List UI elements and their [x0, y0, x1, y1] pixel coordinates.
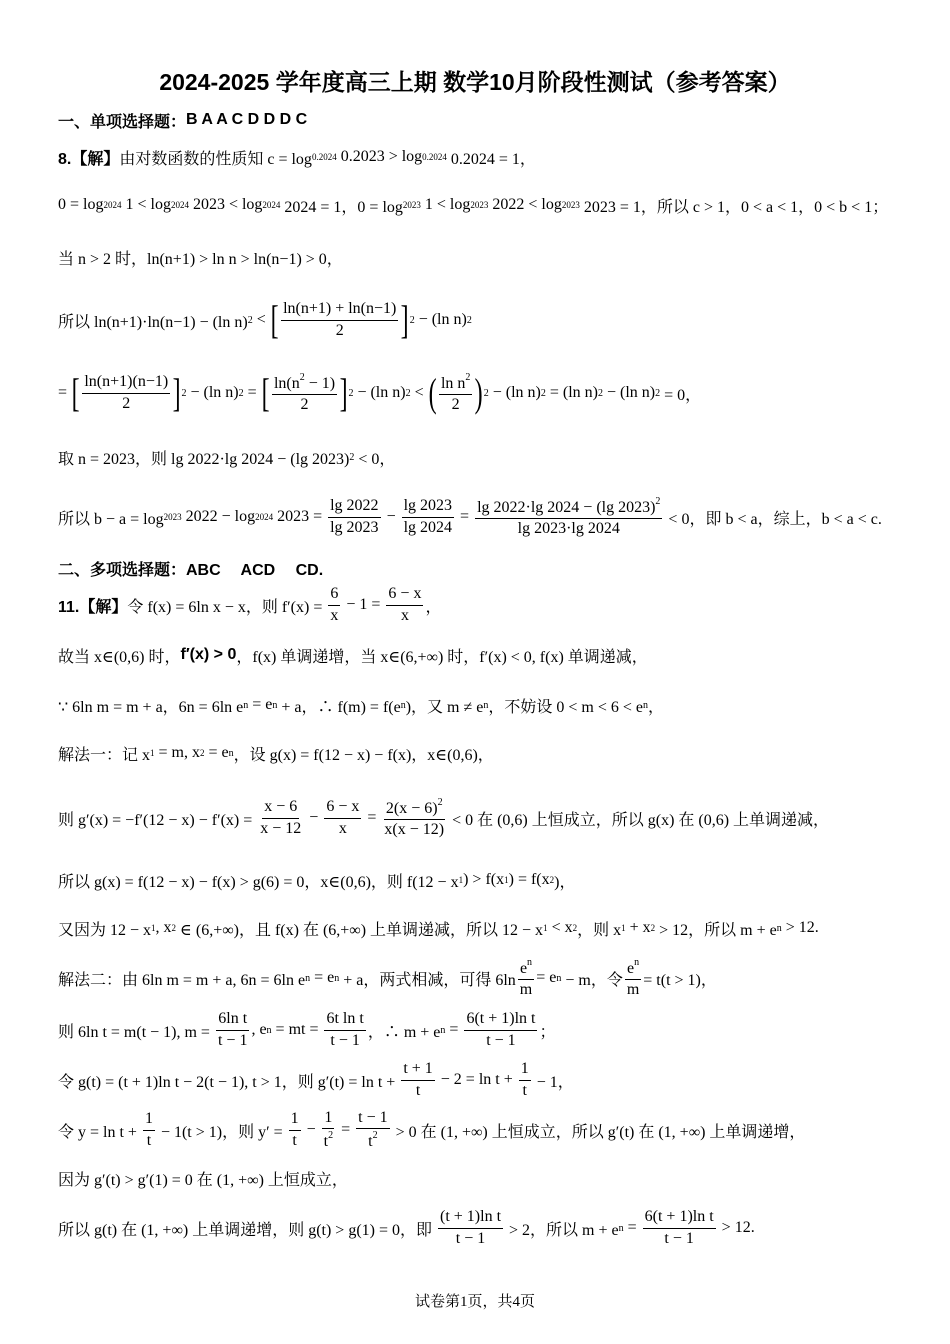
subscript: 2024	[170, 200, 189, 210]
text-segment: = e	[310, 969, 335, 986]
text-segment: 令 g(t) = (t + 1)ln t − 2(t − 1), t > 1，则 g′(t) = ln t +	[58, 1073, 400, 1091]
text-segment: ln(n+1) + ln(n−1)	[283, 300, 397, 318]
text-segment: 2022 − log	[181, 508, 256, 525]
text-segment: 2(x − 6)	[385, 799, 438, 817]
text-segment: 2022 < log	[488, 196, 562, 213]
fraction-numerator	[464, 1010, 537, 1030]
subscript: 2023	[402, 200, 421, 210]
large-bracket: ]	[401, 297, 410, 342]
superscript: 2	[299, 371, 305, 383]
superscript: n	[305, 972, 311, 984]
superscript: n	[618, 1222, 624, 1234]
fraction-denominator	[484, 1031, 517, 1050]
subscript: 1	[151, 923, 156, 933]
fraction-denominator	[450, 395, 462, 414]
text-segment: =	[363, 809, 381, 826]
text-segment: 所以 b − a = log	[58, 510, 164, 528]
text-segment: ，	[648, 698, 665, 716]
text-segment: 1	[324, 1108, 333, 1126]
superscript: 2	[238, 387, 244, 399]
text-segment: lg 2023·lg 2024	[517, 520, 620, 537]
text-segment: 则 6ln t = m(t − 1), m =	[58, 1023, 214, 1041]
text-segment: 0 = log	[58, 196, 104, 213]
fraction-numerator	[262, 798, 299, 818]
text-segment: = e	[204, 744, 229, 761]
fraction	[464, 1010, 537, 1050]
text-segment: t − 1	[217, 1031, 248, 1049]
fraction-numerator	[328, 585, 340, 605]
text-segment: ln n	[440, 374, 466, 392]
text-segment: t − 1	[455, 1229, 486, 1247]
superscript: n	[228, 747, 234, 759]
text-segment: = 0，	[660, 386, 702, 404]
text-segment: =	[456, 508, 474, 525]
text-segment: 1	[144, 1110, 153, 1128]
fraction-numerator	[643, 1208, 716, 1228]
text-segment: 因为 g′(t) > g′(1) = 0 在 (1, +∞) 上恒成立，	[58, 1171, 348, 1189]
superscript: 2	[247, 314, 253, 326]
subscript: 2024	[255, 512, 274, 522]
fraction	[328, 497, 380, 537]
text-segment: ) = f(x	[508, 871, 550, 888]
superscript: n	[440, 1024, 446, 1036]
fraction-denominator	[399, 606, 411, 625]
text-segment: + a，两式相减，可得 6ln	[339, 971, 516, 989]
text-segment: =	[58, 384, 72, 401]
superscript: n	[643, 699, 649, 711]
fraction-denominator	[328, 606, 340, 625]
fraction-denominator	[334, 321, 346, 340]
text-segment: −	[305, 809, 323, 826]
fraction-numerator	[519, 1060, 531, 1080]
text-segment: 2	[335, 321, 344, 339]
text-segment: ln(n+1)(n−1)	[84, 373, 169, 391]
fraction	[322, 1109, 335, 1152]
text-segment: ，f(x) 单调递增，当 x∈(6,+∞) 时，f′(x) < 0, f(x) 单调递减，	[236, 648, 648, 666]
fraction-denominator	[516, 519, 622, 538]
superscript: 2	[181, 387, 187, 399]
text-segment: 故当 x∈(0,6) 时，	[58, 648, 181, 666]
fraction	[402, 497, 454, 537]
text-segment: t	[522, 1081, 527, 1099]
fraction-denominator	[337, 819, 349, 838]
text-segment: − 2 = ln t +	[436, 1071, 517, 1088]
text-segment: − 1)	[304, 374, 336, 392]
fraction	[475, 496, 662, 539]
text-segment: − 1 =	[342, 596, 385, 613]
superscript: n	[483, 699, 489, 711]
text-segment: + a，∴ f(m) = f(e	[277, 698, 401, 716]
fraction	[386, 585, 423, 625]
bold-label: 二、多项选择题：ABC ACD CD.	[58, 561, 324, 579]
text-segment: < x	[547, 919, 573, 936]
superscript: 2	[409, 314, 415, 326]
superscript: 2	[597, 387, 603, 399]
text-segment: ；	[539, 1023, 556, 1041]
text-segment: t − 1	[486, 1031, 516, 1049]
text-segment: 取 n = 2023，则 lg 2022·lg 2024 − (lg 2023)	[58, 450, 350, 468]
fraction-denominator	[258, 819, 303, 838]
text-segment: ln(n	[273, 374, 300, 392]
text-segment: = m, x	[154, 744, 200, 761]
superscript: 2	[437, 796, 443, 808]
text-segment: 6(t + 1)ln t	[466, 1010, 536, 1028]
text-segment: − (ln n)	[414, 311, 467, 328]
subscript: 2024	[262, 200, 281, 210]
text-segment: = (ln n)	[545, 384, 598, 401]
text-segment: + x	[625, 919, 651, 936]
text-segment: 6 − x	[326, 798, 360, 816]
superscript: n	[243, 699, 249, 711]
text-segment: − 1(t > 1)，则 y′ =	[156, 1123, 287, 1141]
superscript: n	[776, 922, 782, 934]
text-segment: 1	[290, 1110, 299, 1128]
fraction-denominator	[216, 1031, 249, 1050]
subscript: 2	[171, 923, 177, 933]
text-segment: < 0，即 b < a，综上，b < a < c.	[664, 510, 882, 528]
text-segment: 6	[330, 585, 339, 603]
superscript: 2	[349, 451, 355, 463]
text-segment: 1	[520, 1060, 529, 1078]
fraction	[324, 798, 361, 838]
subscript: 2023	[470, 200, 489, 210]
text-segment: 6ln t	[218, 1010, 248, 1028]
text-segment: 当 n > 2 时，ln(n+1) > ln n > ln(n−1) > 0，	[58, 250, 343, 268]
subscript: 0.2024	[311, 152, 337, 162]
text-segment: ，设 g(x) = f(12 − x) − f(x)，x∈(0,6)，	[233, 746, 494, 764]
subscript: 2	[572, 923, 578, 933]
text-segment: < 0 在 (0,6) 上恒成立，所以 g(x) 在 (0,6) 上单调递减，	[448, 811, 830, 829]
fraction-denominator	[518, 980, 534, 999]
fraction-numerator	[216, 1010, 249, 1030]
fraction	[143, 1110, 155, 1150]
text-segment: <	[410, 384, 428, 401]
fraction-denominator	[290, 1131, 298, 1150]
text-segment: <	[252, 311, 270, 328]
text-segment: − (ln n)	[488, 384, 541, 401]
text-segment: 2	[451, 396, 460, 413]
fraction-numerator	[625, 957, 641, 980]
fraction	[439, 372, 472, 415]
fraction-numerator	[82, 373, 170, 393]
fraction	[281, 300, 398, 340]
text-segment: −	[302, 1121, 320, 1138]
text-segment: x	[400, 606, 409, 624]
fraction-numerator	[322, 1109, 334, 1129]
text-segment: ，∴ m + e	[367, 1023, 441, 1041]
fraction-denominator	[328, 1031, 361, 1050]
large-bracket: [	[261, 370, 270, 415]
text-segment: 解法二：由 6ln m = m + a, 6n = 6ln e	[58, 971, 306, 989]
text-segment: x − 12	[260, 819, 302, 837]
text-segment: 则 g′(x) = −f′(12 − x) − f′(x) =	[58, 811, 257, 829]
fraction-denominator	[625, 980, 641, 999]
text-segment: − 1，	[532, 1073, 574, 1091]
text-segment: m	[626, 981, 640, 998]
text-segment: > 0 在 (1, +∞) 上恒成立，所以 g′(t) 在 (1, +∞) 上单调递增，	[391, 1123, 806, 1141]
subscript: 2023	[561, 200, 580, 210]
text-segment: 6t ln t	[326, 1010, 364, 1028]
text-segment: 0.2024 = 1，	[446, 150, 536, 168]
text-segment: − (ln n)	[602, 384, 656, 401]
fraction-numerator	[438, 1208, 503, 1228]
text-segment: lg 2024	[403, 518, 453, 536]
text-segment: = mt =	[271, 1021, 323, 1038]
fraction	[625, 957, 641, 1000]
fraction-numerator	[143, 1110, 155, 1130]
text-segment: lg 2023	[403, 497, 453, 515]
fraction-denominator	[328, 518, 380, 537]
fraction	[328, 585, 340, 625]
subscript: 0.2024	[422, 152, 447, 162]
subscript: 2	[199, 748, 205, 758]
fraction	[258, 798, 303, 838]
fraction	[438, 1208, 503, 1248]
text-segment: =	[243, 384, 261, 401]
subscript: 2023	[163, 512, 182, 522]
text-segment: 1 < log	[121, 196, 171, 213]
fraction-numerator	[401, 1060, 434, 1080]
superscript: n	[272, 699, 278, 711]
large-bracket: )	[475, 370, 484, 415]
fraction-denominator	[145, 1131, 153, 1150]
text-segment: 由对数函数的性质知 c = log	[119, 150, 312, 168]
fraction-denominator	[120, 394, 132, 413]
superscript: n	[556, 972, 562, 984]
text-segment: ∈ (6,+∞)，且 f(x) 在 (6,+∞) 上单调递减，所以 12 − x	[176, 921, 544, 939]
text-segment: t − 1	[330, 1031, 360, 1049]
text-segment: t	[415, 1081, 421, 1099]
fraction-numerator	[356, 1109, 389, 1129]
text-segment: , x	[155, 919, 172, 936]
fraction	[216, 1010, 249, 1050]
text-segment: 解法一：记 x	[58, 746, 151, 764]
text-segment: 6(t + 1)ln t	[644, 1208, 714, 1226]
large-bracket: ]	[172, 370, 181, 415]
text-segment: )，	[554, 873, 576, 891]
superscript: 2	[483, 387, 489, 399]
text-segment: 2	[300, 396, 309, 413]
text-segment: ，不妨设 0 < m < 6 < e	[488, 698, 644, 716]
fraction-denominator	[299, 395, 311, 414]
text-segment: (t + 1)ln t	[440, 1208, 502, 1226]
large-bracket: ]	[339, 370, 348, 415]
fraction-denominator	[366, 1129, 379, 1151]
text-segment: =	[337, 1121, 355, 1138]
fraction	[643, 1208, 716, 1248]
text-segment: 2	[122, 394, 131, 412]
subscript: 2	[650, 923, 656, 933]
text-segment: =	[445, 1021, 463, 1038]
text-segment: = e	[248, 696, 273, 713]
fraction-numerator	[289, 1110, 301, 1130]
superscript: n	[527, 956, 533, 968]
text-segment: 令 f(x) = 6ln x − x，则 f′(x) =	[127, 598, 327, 616]
text-segment: x(x − 12)	[384, 821, 445, 838]
text-segment: e	[627, 959, 635, 977]
superscript: n	[634, 956, 640, 968]
text-segment: − (ln n)	[353, 384, 406, 401]
fraction	[382, 797, 446, 840]
superscript: n	[266, 1024, 272, 1036]
text-segment: 1 < log	[420, 196, 471, 213]
fraction-numerator	[402, 497, 454, 517]
text-segment: lg 2022·lg 2024 − (lg 2023)	[477, 498, 656, 516]
text-segment: t	[292, 1131, 297, 1149]
superscript: 2	[655, 387, 661, 399]
bold-label: 11.【解】	[58, 598, 128, 616]
superscript: 2	[540, 387, 546, 399]
text-segment: t − 1	[358, 1108, 388, 1126]
text-segment: 2023 =	[273, 508, 327, 525]
text-segment: 令 y = ln t +	[58, 1123, 141, 1141]
fraction	[401, 1060, 434, 1100]
fraction-numerator	[324, 798, 361, 818]
text-segment: > 12.	[781, 919, 819, 936]
fraction-denominator	[454, 1229, 487, 1248]
text-segment: ∵ 6ln m = m + a，6n = 6ln e	[58, 698, 244, 716]
text-segment: ，则 x	[577, 921, 622, 939]
superscript: 2	[372, 1130, 378, 1141]
text-segment: = e	[536, 969, 557, 986]
subscript: 1	[543, 923, 548, 933]
large-bracket: [	[71, 370, 80, 415]
text-segment: 2023 < log	[188, 196, 263, 213]
text-segment: lg 2023	[330, 518, 379, 536]
bold-label: 8.【解】	[58, 150, 120, 168]
text-segment: lg 2022	[330, 497, 379, 515]
superscript: 2	[328, 1130, 334, 1141]
text-segment: t	[146, 1131, 152, 1149]
fraction-denominator	[521, 1081, 529, 1100]
fraction-numerator	[384, 797, 445, 820]
superscript: 2	[348, 387, 354, 399]
fraction	[272, 372, 337, 415]
superscript: n	[334, 972, 340, 984]
superscript: 2	[655, 495, 661, 507]
subscript: 1	[504, 875, 509, 885]
fraction	[82, 373, 170, 413]
text-segment: − (ln n)	[186, 384, 239, 401]
fraction-numerator	[281, 300, 398, 320]
large-bracket: (	[428, 370, 437, 415]
fraction	[518, 957, 534, 1000]
text-segment: x	[330, 606, 339, 624]
text-segment: x	[338, 819, 347, 837]
text-segment: t	[368, 1133, 373, 1150]
text-segment: t	[323, 1133, 329, 1150]
text-segment: − m，令	[561, 971, 623, 989]
fraction-denominator	[414, 1081, 422, 1100]
text-segment: 0.2023 > log	[336, 148, 423, 165]
bold-label: 一、单项选择题：	[58, 113, 187, 131]
text-segment: t + 1	[403, 1060, 433, 1078]
text-segment: = t(t > 1)，	[643, 971, 717, 989]
text-segment: =	[623, 1219, 641, 1236]
fraction-numerator	[475, 496, 662, 519]
fraction-denominator	[402, 518, 454, 537]
fraction-numerator	[518, 957, 534, 980]
text-segment: 2024 = 1，0 = log	[280, 198, 403, 216]
page-title: 2024-2025 学年度高三上期 数学10月阶段性测试（参考答案）	[159, 69, 791, 95]
subscript: 1	[621, 923, 626, 933]
fraction-numerator	[324, 1010, 365, 1030]
fraction	[519, 1060, 531, 1100]
bold-label: B A A C D D D C	[186, 111, 308, 128]
text-segment: 所以 g(x) = f(12 − x) − f(x) > g(6) = 0，x∈(0,6)，则 f(12 − x	[58, 873, 459, 891]
text-segment: , e	[251, 1021, 267, 1038]
fraction	[289, 1110, 301, 1150]
superscript: n	[400, 699, 406, 711]
subscript: 2024	[103, 200, 122, 210]
fraction-numerator	[328, 497, 380, 517]
subscript: 1	[458, 875, 464, 885]
text-segment: ，	[425, 598, 442, 616]
text-segment: 6 − x	[388, 585, 422, 603]
fraction-denominator	[322, 1129, 335, 1151]
text-segment: x − 6	[264, 798, 298, 816]
text-segment: 2023 = 1，所以 c > 1，0 < a < 1，0 < b < 1；	[579, 198, 889, 216]
bold-label: f′(x) > 0	[180, 646, 237, 663]
text-segment: > 2，所以 m + e	[505, 1221, 619, 1239]
fraction	[324, 1010, 365, 1050]
text-segment: 又因为 12 − x	[58, 921, 152, 939]
superscript: 2	[466, 314, 472, 326]
text-segment: −	[382, 508, 400, 525]
subscript: 2	[549, 875, 555, 885]
text-segment: 所以 g(t) 在 (1, +∞) 上单调递增，则 g(t) > g(1) = 0，即	[58, 1221, 436, 1239]
text-segment: 所以 ln(n+1)·ln(n−1) − (ln n)	[58, 313, 248, 331]
subscript: 1	[150, 748, 155, 758]
text-segment: < 0，	[354, 450, 396, 468]
text-segment: > 12.	[717, 1219, 755, 1236]
fraction	[356, 1109, 389, 1152]
text-segment: ) > f(x	[463, 871, 505, 888]
large-bracket: [	[270, 297, 279, 342]
text-segment: > 12，所以 m + e	[655, 921, 777, 939]
fraction-numerator	[272, 372, 337, 395]
text-segment: t − 1	[664, 1229, 694, 1247]
fraction-denominator	[382, 820, 446, 839]
fraction-numerator	[439, 372, 472, 395]
superscript: 2	[405, 387, 411, 399]
page-footer: 试卷第1页，共4页	[414, 1294, 535, 1310]
fraction-numerator	[386, 585, 423, 605]
superscript: 2	[465, 371, 471, 383]
text-segment: e	[519, 959, 528, 977]
text-segment: m	[519, 981, 533, 998]
fraction-denominator	[662, 1229, 695, 1248]
text-segment: )，又 m ≠ e	[405, 698, 484, 716]
